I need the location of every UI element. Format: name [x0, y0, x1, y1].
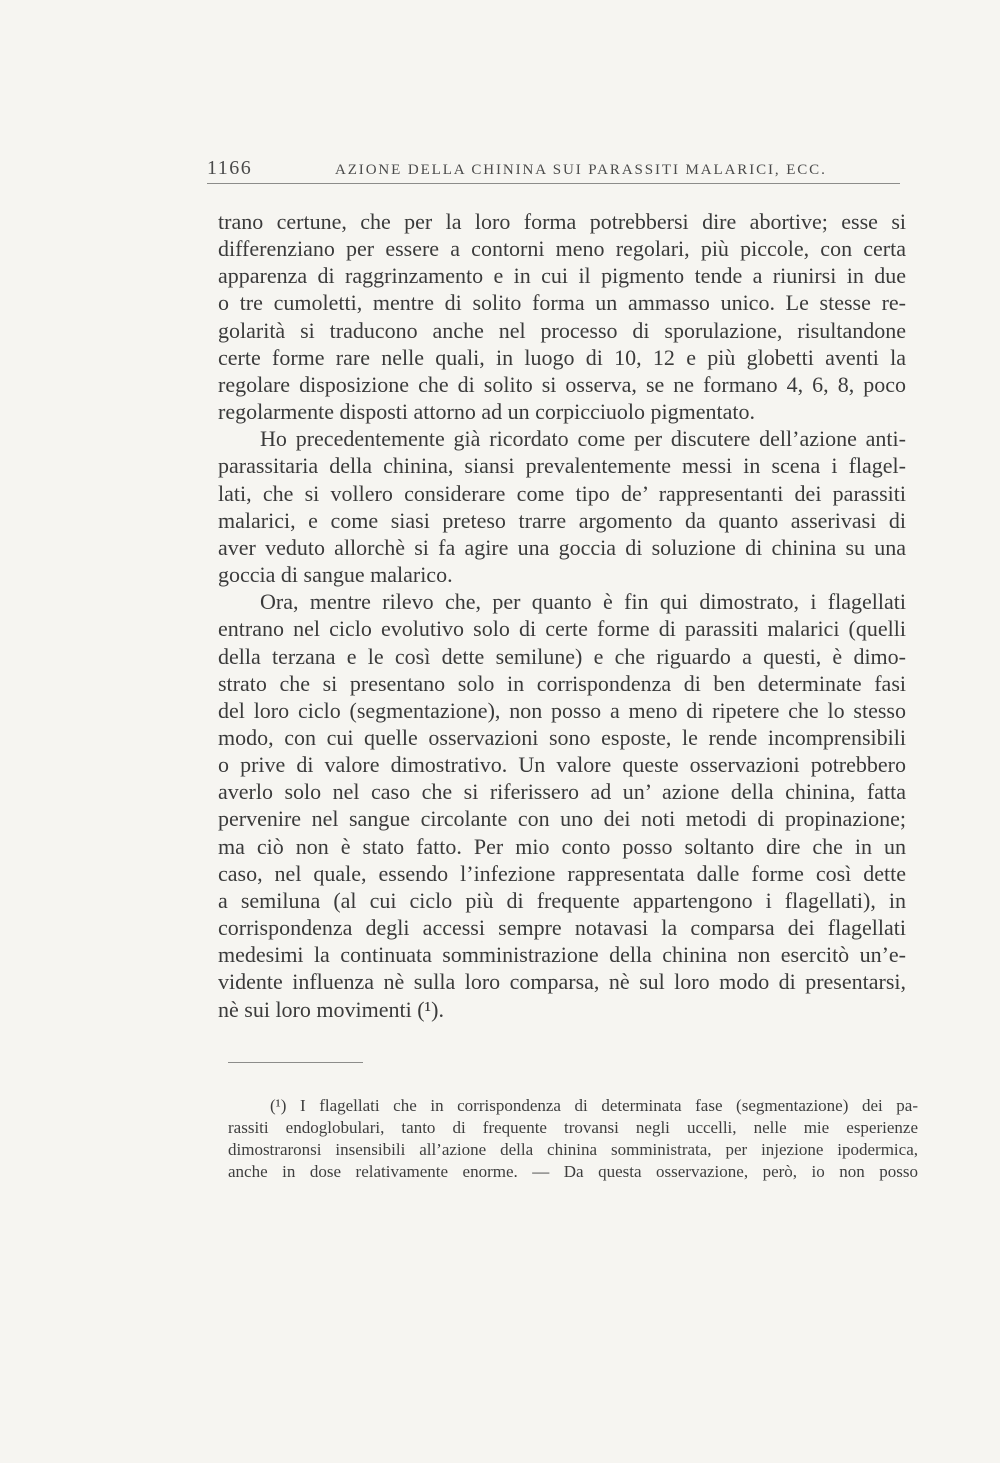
paragraph [218, 425, 906, 588]
body-line: apparenza di raggrinzamento e in cui il pigmento tende a riunirsi in due [218, 263, 906, 289]
footnote [228, 1095, 918, 1183]
paragraph [218, 588, 906, 1023]
running-title: AZIONE DELLA CHININA SUI PARASSITI MALARICI, ECC. [335, 162, 827, 178]
body-line: trano certune, che per la loro forma potrebbersi dire abortive; esse si [218, 209, 906, 234]
page-number: 1166 [207, 157, 253, 179]
body-line: o tre cumoletti, mentre di solito forma un ammasso unico. Le stesse re- [218, 290, 906, 316]
body-line: lati, che si vollero considerare come tipo de’ rappresentanti dei parassiti [218, 480, 906, 506]
body-line: strato che si presentano solo in corrispondenza di ben determinate fasi [218, 670, 906, 696]
body-line: parassitaria della chinina, siansi prevalentemente messi in scena i flagel- [218, 453, 906, 479]
body-line: caso, nel quale, essendo l’infezione rappresentata dalle forme così dette [218, 860, 906, 886]
body-line: regolarmente disposti attorno ad un corpicciuolo pigmentato. [218, 399, 756, 425]
footnote-line: anche in dose relativamente enorme. — Da questa osservazione, però, io non posso [228, 1162, 918, 1181]
footnote-line: dimostraronsi insensibili all’azione della chinina somministrata, per injezione ipodermica, [228, 1140, 918, 1159]
body-line: certe forme rare nelle quali, in luogo di 10, 12 e più globetti aventi la [218, 344, 906, 370]
body-line: ma ciò non è stato fatto. Per mio conto posso soltanto dire che in un [218, 833, 906, 859]
body-line: pervenire nel sangue circolante con uno dei noti metodi di propinazione; [218, 806, 906, 832]
body-line: nè sui loro movimenti (¹). [218, 996, 444, 1022]
body-line: malarici, e come siasi preteso trarre argomento da quanto asserivasi di [218, 507, 906, 533]
body-line: differenziano per essere a contorni meno regolari, più piccole, con certa [218, 236, 906, 262]
footnote-rule [228, 1062, 363, 1063]
body-line: medesimi la continuata somministrazione della chinina non esercitò un’e- [218, 942, 906, 968]
body-line: corrispondenza degli accessi sempre notavasi la comparsa dei flagellati [218, 915, 906, 941]
footnote-line: (¹) I flagellati che in corrispondenza di determinata fase (segmentazione) dei pa- [270, 1096, 918, 1115]
body-line: o prive di valore dimostrativo. Un valore queste osservazioni potrebbero [218, 752, 906, 778]
body-line: golarità si traducono anche nel processo di sporulazione, risultandone [218, 317, 906, 343]
paragraph [218, 208, 906, 425]
footnote-line: rassiti endoglobulari, tanto di frequente trovansi negli uccelli, nelle mie esperienze [228, 1118, 918, 1137]
body-line: della terzana e le così dette semilune) e che riguardo a questi, è dimo- [218, 643, 906, 669]
body-line: regolare disposizione che di solito si osserva, se ne formano 4, 6, 8, poco [218, 371, 906, 397]
body-text [218, 208, 906, 1023]
body-line: a semiluna (al cui ciclo più di frequente appartengono i flagellati), in [218, 887, 906, 913]
body-line: Ho precedentemente già ricordato come per discutere dell’azione anti- [260, 426, 906, 452]
body-line: vidente influenza nè sulla loro comparsa, nè sul loro modo di presentarsi, [218, 969, 906, 995]
body-line: del loro ciclo (segmentazione), non posso a meno di ripetere che lo stesso [218, 697, 906, 723]
body-line: averlo solo nel caso che si riferissero ad un’ azione della chinina, fatta [218, 779, 906, 805]
body-line: Ora, mentre rilevo che, per quanto è fin qui dimostrato, i flagellati [260, 589, 906, 615]
body-line: entrano nel ciclo evolutivo solo di certe forme di parassiti malarici (quelli [218, 616, 906, 642]
header-rule [207, 183, 900, 184]
body-line: aver veduto allorchè si fa agire una goccia di soluzione di chinina su una [218, 534, 906, 560]
body-line: goccia di sangue malarico. [218, 562, 453, 588]
body-line: modo, con cui quelle osservazioni sono esposte, le rende incomprensibili [218, 724, 906, 750]
